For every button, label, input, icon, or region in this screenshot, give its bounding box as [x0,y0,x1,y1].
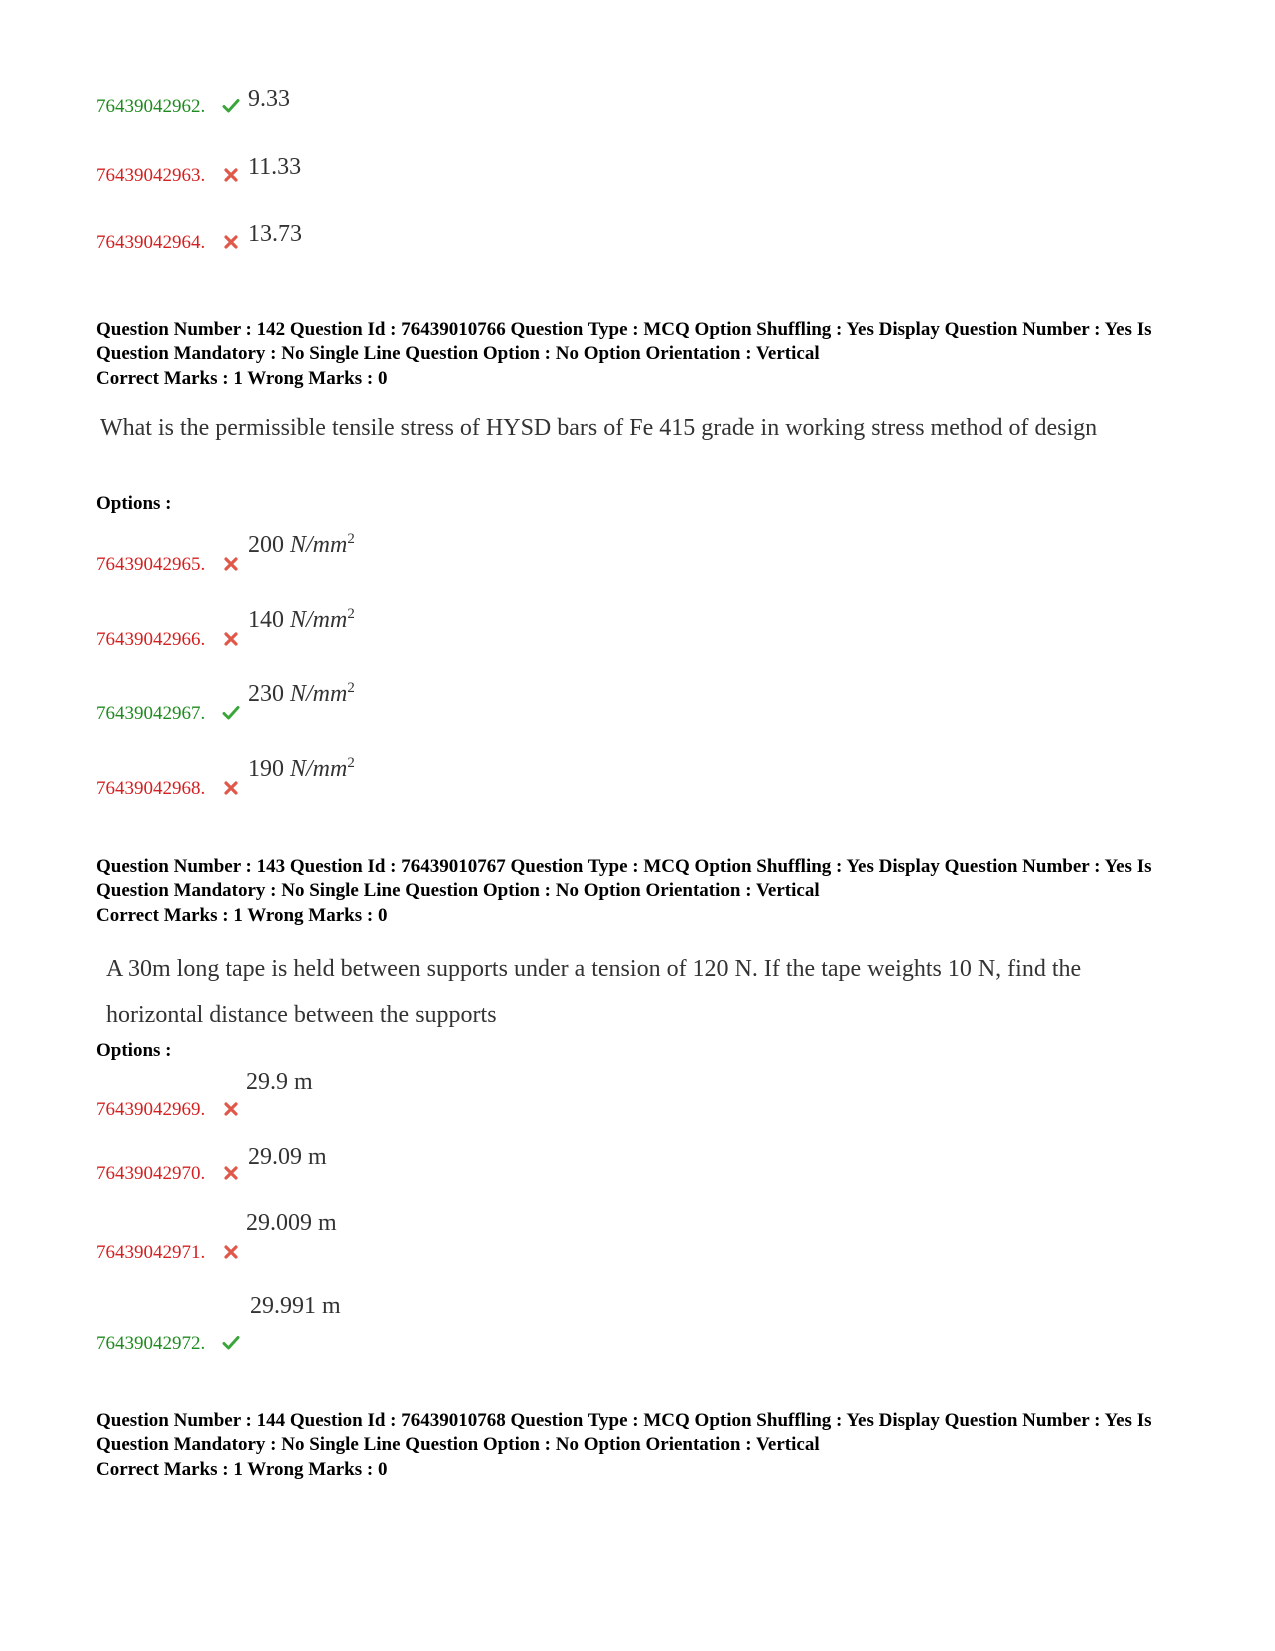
cross-icon [222,233,240,251]
cross-icon [222,779,240,797]
question-marks: Correct Marks : 1 Wrong Marks : 0 [96,905,388,926]
cross-icon [222,1164,240,1182]
option-id: 76439042968. [96,778,206,799]
option-text [248,532,355,559]
option-text: 29.9 m [246,1069,313,1095]
option-id: 76439042964. [96,232,206,253]
option-exponent: 2 [347,606,355,622]
option-text: 29.009 m [246,1210,337,1236]
check-icon [222,1334,240,1352]
option-id: 76439042963. [96,165,206,186]
option-id: 76439042970. [96,1163,206,1184]
cross-icon [222,1100,240,1118]
question-header: Question Number : 143 Question Id : 76439010767 Question Type : MCQ Option Shuffling : Yes Display Question Number : Yes Is Question Mandatory : No Single Line Question Option : No Option Orientation : Vertical [96,856,1152,901]
option-id: 76439042969. [96,1099,206,1120]
option-exponent: 2 [347,755,355,771]
option-id: 76439042966. [96,629,206,650]
option-id: 76439042971. [96,1242,206,1263]
option-exponent: 2 [347,680,355,696]
option-id: 76439042972. [96,1333,206,1354]
option-unit: N/mm [290,532,348,558]
question-header: Question Number : 142 Question Id : 76439010766 Question Type : MCQ Option Shuffling : Yes Display Question Number : Yes Is Question Mandatory : No Single Line Question Option : No Option Orientation : Vertical [96,319,1152,364]
cross-icon [222,1243,240,1261]
option-text [248,756,355,783]
option-text: 9.33 [248,86,290,112]
option-id: 76439042962. [96,96,206,117]
question-text: A 30m long tape is held between supports under a tension of 120 N. If the tape weights 10 N, find the horizontal distance between the supports [106,956,1082,1028]
cross-icon [222,166,240,184]
option-value: 230 [248,681,284,707]
question-marks: Correct Marks : 1 Wrong Marks : 0 [96,1459,388,1480]
option-text [248,681,355,708]
option-text: 13.73 [248,221,302,247]
option-id: 76439042965. [96,554,206,575]
option-text: 29.09 m [248,1144,327,1170]
option-value: 200 [248,532,284,558]
option-exponent: 2 [347,531,355,547]
option-text [248,607,355,634]
question-marks: Correct Marks : 1 Wrong Marks : 0 [96,368,388,389]
cross-icon [222,555,240,573]
option-text: 11.33 [248,154,302,180]
question-text: What is the permissible tensile stress of HYSD bars of Fe 415 grade in working stress method of design [100,415,1098,441]
check-icon [222,97,240,115]
cross-icon [222,630,240,648]
option-value: 190 [248,756,284,782]
option-id: 76439042967. [96,703,206,724]
option-text: 29.991 m [250,1293,341,1319]
question-header: Question Number : 144 Question Id : 76439010768 Question Type : MCQ Option Shuffling : Yes Display Question Number : Yes Is Question Mandatory : No Single Line Question Option : No Option Orientation : Vertical [96,1410,1152,1455]
option-value: 140 [248,607,284,633]
option-unit: N/mm [290,681,348,707]
check-icon [222,704,240,722]
options-label: Options : [96,1040,172,1061]
option-unit: N/mm [290,756,348,782]
options-label: Options : [96,493,172,514]
option-unit: N/mm [290,607,348,633]
